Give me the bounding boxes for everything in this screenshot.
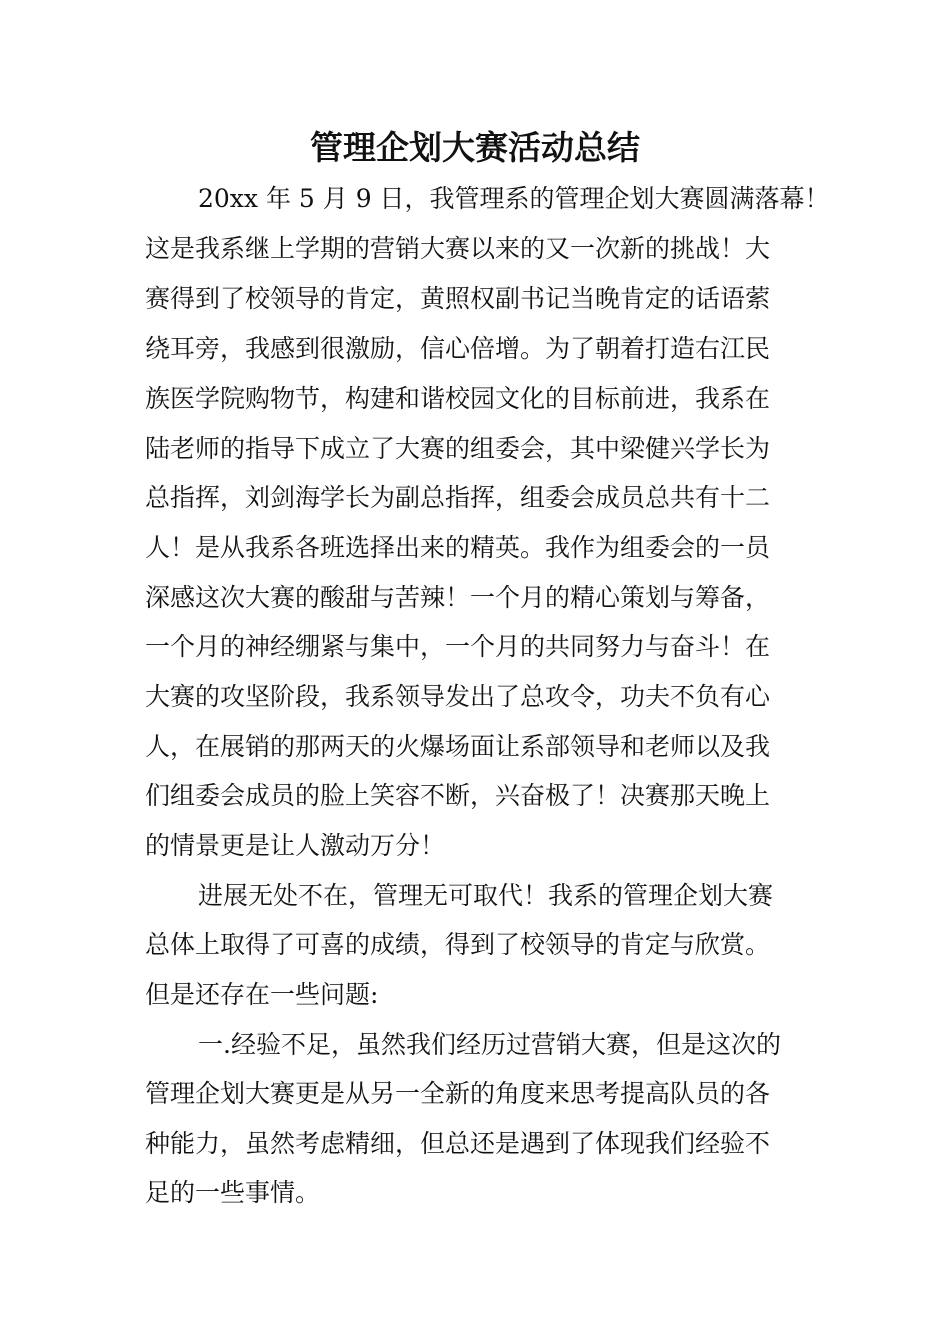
text-line: 这是我系继上学期的营销大赛以来的又一次新的挑战！大	[145, 234, 771, 263]
text-line: 人！是从我系各班选择出来的精英。我作为组委会的一员	[145, 533, 771, 562]
text-line: 族医学院购物节，构建和谐校园文化的目标前进，我系在	[145, 384, 771, 413]
text-line: 赛得到了校领导的肯定，黄照权副书记当晚肯定的话语萦	[145, 284, 771, 313]
text-line: 进展无处不在，管理无可取代！我系的管理企划大赛	[198, 881, 774, 910]
text-line: 总指挥，刘剑海学长为副总指挥，组委会成员总共有十二	[145, 483, 771, 512]
text-line: 绕耳旁，我感到很激励，信心倍增。为了朝着打造右江民	[145, 334, 771, 363]
text-line: 的情景更是让人激动万分！	[145, 831, 446, 860]
text-line: 陆老师的指导下成立了大赛的组委会，其中梁健兴学长为	[145, 434, 771, 463]
text-line: 大赛的攻坚阶段，我系领导发出了总攻令，功夫不负有心	[145, 682, 771, 711]
text-line: 但是还存在一些问题:	[145, 980, 379, 1009]
text-line: 总体上取得了可喜的成绩，得到了校领导的肯定与欣赏。	[145, 930, 771, 959]
text-line: 一.经验不足，虽然我们经历过营销大赛，但是这次的	[198, 1030, 781, 1059]
text-line: 足的一些事情。	[145, 1178, 321, 1207]
text-line: 深感这次大赛的酸甜与苦辣！一个月的精心策划与筹备，	[145, 583, 771, 612]
text-line: 20xx 年 5 月 9 日，我管理系的管理企划大赛圆满落幕！	[198, 184, 830, 213]
document-title: 管理企划大赛活动总结	[310, 128, 640, 167]
text-line: 们组委会成员的脸上笑容不断，兴奋极了！决赛那天晚上	[145, 781, 771, 810]
text-line: 种能力，虽然考虑精细，但总还是遇到了体现我们经验不	[145, 1129, 771, 1158]
text-line: 人，在展销的那两天的火爆场面让系部领导和老师以及我	[145, 732, 771, 761]
text-line: 一个月的神经绷紧与集中，一个月的共同努力与奋斗！在	[145, 632, 771, 661]
text-line: 管理企划大赛更是从另一全新的角度来思考提高队员的各	[145, 1079, 771, 1108]
